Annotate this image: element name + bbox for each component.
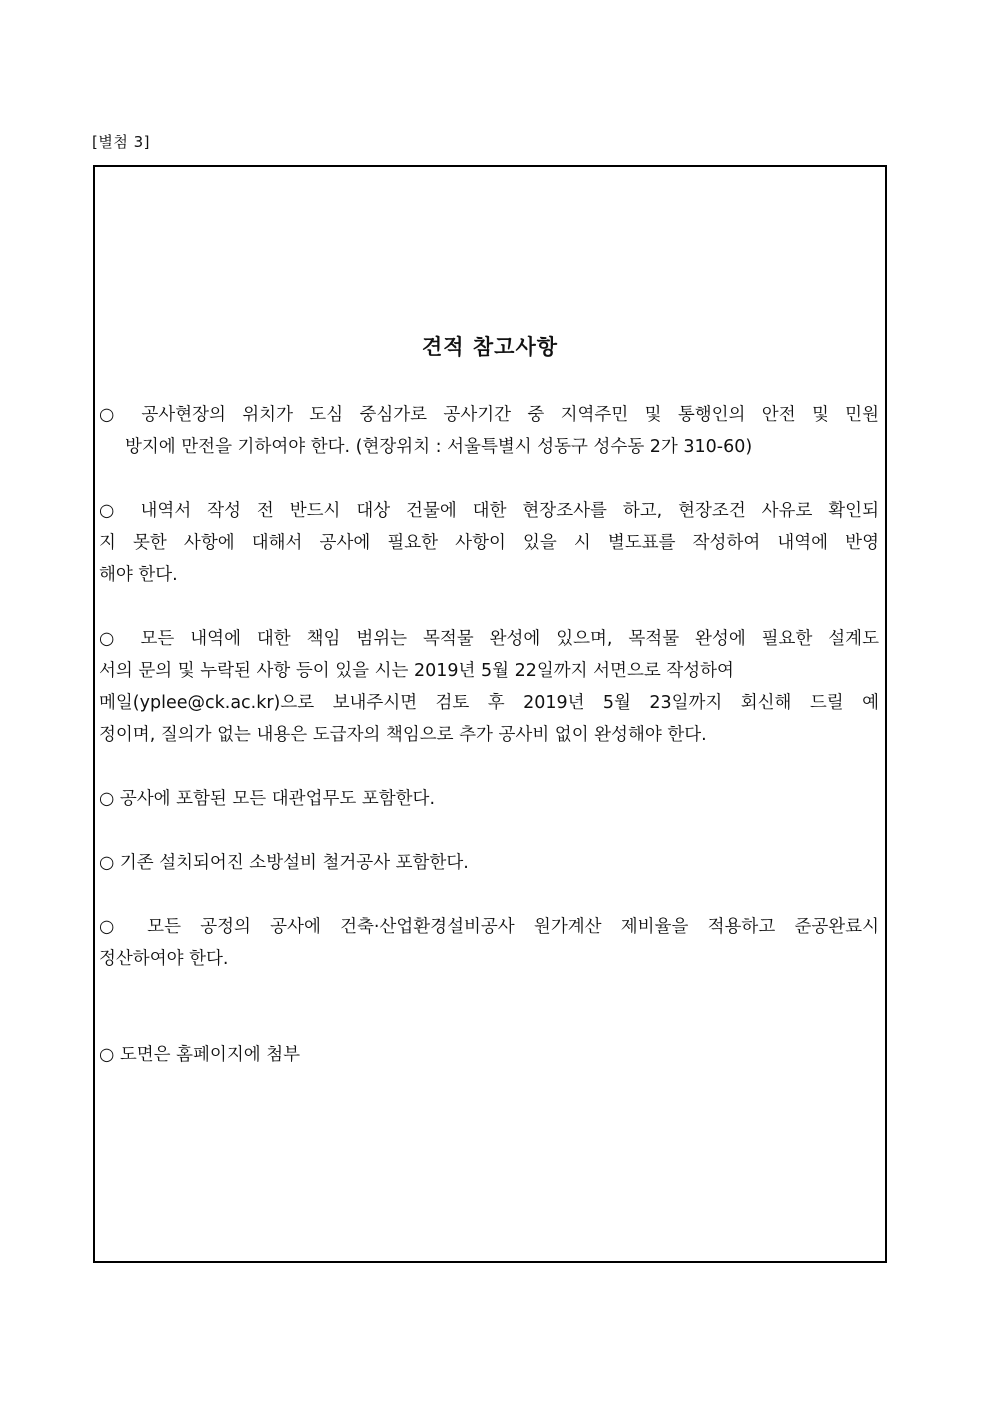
text-line: 지 못한 사항에 대해서 공사에 필요한 사항이 있을 시 별도표를 작성하여 내역에 반영 [99, 533, 879, 553]
text-line: ○ 도면은 홈페이지에 첨부 [99, 1045, 301, 1065]
text-line: 정산하여야 한다. [99, 949, 229, 969]
text-line: 해야 한다. [99, 565, 178, 585]
notice-item-cost-rates [99, 911, 879, 975]
text-line: 서의 문의 및 누락된 사항 등이 있을 시는 2019년 5월 22일까지 서면으로 작성하여 [99, 661, 734, 681]
text-line: ○ 모든 공정의 공사에 건축·산업환경설비공사 원가계산 제비율을 적용하고 준공완료시 [99, 917, 879, 937]
notice-title: 견적 참고사항 [421, 335, 559, 359]
notice-item-site-survey [99, 495, 879, 591]
text-line: ○ 공사에 포함된 모든 대관업무도 포함한다. [99, 789, 436, 809]
text-line: ○ 내역서 작성 전 반드시 대상 건물에 대한 현장조사를 하고, 현장조건 사유로 확인되 [99, 501, 879, 521]
text-line: ○ 기존 설치되어진 소방설비 철거공사 포함한다. [99, 853, 469, 873]
notice-item-fire-equipment [99, 847, 879, 879]
notice-item-admin-work [99, 783, 879, 815]
text-line: 메일(yplee@ck.ac.kr)으로 보내주시면 검토 후 2019년 5월 23일까지 회신해 드릴 예 [99, 693, 879, 713]
attachment-label: [별첨 3] [92, 133, 150, 151]
text-line: 정이며, 질의가 없는 내용은 도급자의 책임으로 추가 공사비 없이 완성해야 한다. [99, 725, 707, 745]
text-line: 방지에 만전을 기하여야 한다. (현장위치 : 서울특별시 성동구 성수동 2가 310-60) [125, 437, 753, 457]
notice-box [93, 165, 887, 1263]
text-line: ○ 모든 내역에 대한 책임 범위는 목적물 완성에 있으며, 목적물 완성에 필요한 설계도 [99, 629, 879, 649]
notice-item-drawings [99, 1039, 879, 1071]
notice-item-site-safety [99, 399, 879, 463]
text-line: ○ 공사현장의 위치가 도심 중심가로 공사기간 중 지역주민 및 통행인의 안전 및 민원 [99, 405, 879, 425]
notice-item-responsibility [99, 623, 879, 751]
